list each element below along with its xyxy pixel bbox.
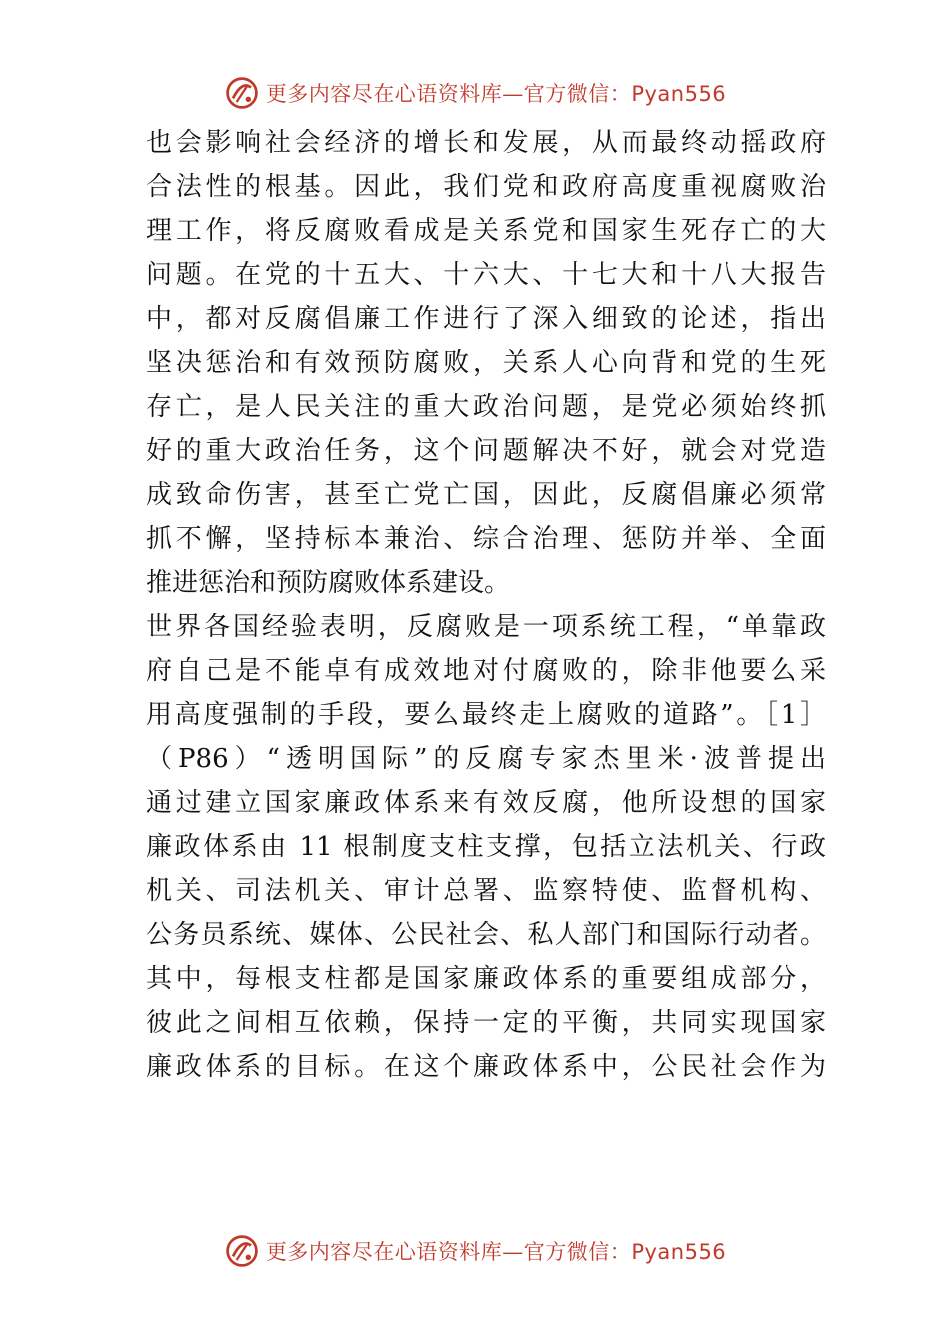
text-line: 府自己是不能卓有成效地对付腐败的，除非他要么采 <box>146 656 826 686</box>
text-line: 好的重大政治任务，这个问题解决不好，就会对党造 <box>146 436 826 466</box>
text-line: 成致命伤害，甚至亡党亡国，因此，反腐倡廉必须常 <box>146 480 826 510</box>
paragraph-1 <box>146 121 826 605</box>
logo-icon <box>224 75 260 111</box>
paragraph-2 <box>146 605 826 1089</box>
header-banner <box>0 70 950 116</box>
text-line: 用高度强制的手段，要么最终走上腐败的道路”。［1］ <box>146 700 826 730</box>
text-line: 推进惩治和预防腐败体系建设。 <box>146 568 511 598</box>
text-line: 存亡，是人民关注的重大政治问题，是党必须始终抓 <box>146 392 826 422</box>
banner-label: 更多内容尽在心语资料库—官方微信： <box>265 82 632 106</box>
banner-text <box>266 78 726 108</box>
footer-banner <box>0 1228 950 1274</box>
banner-text <box>266 1236 726 1266</box>
text-line: 其中，每根支柱都是国家廉政体系的重要组成部分， <box>146 964 826 994</box>
text-line: 世界各国经验表明，反腐败是一项系统工程，“单靠政 <box>146 612 826 642</box>
text-line: 通过建立国家廉政体系来有效反腐，他所设想的国家 <box>146 788 826 818</box>
text-line: 彼此之间相互依赖，保持一定的平衡，共同实现国家 <box>146 1008 826 1038</box>
banner-account: Pyan556 <box>631 1240 727 1264</box>
text-line: 合法性的根基。因此，我们党和政府高度重视腐败治 <box>146 172 826 202</box>
text-line: 也会影响社会经济的增长和发展，从而最终动摇政府 <box>146 128 826 158</box>
text-line: （P86）“透明国际”的反腐专家杰里米·波普提出 <box>146 744 826 774</box>
text-line: 抓不懈，坚持标本兼治、综合治理、惩防并举、全面 <box>146 524 826 554</box>
banner-label: 更多内容尽在心语资料库—官方微信： <box>265 1240 632 1264</box>
text-line: 机关、司法机关、审计总署、监察特使、监督机构、 <box>146 876 826 906</box>
text-line: 问题。在党的十五大、十六大、十七大和十八大报告 <box>146 260 826 290</box>
document-body <box>146 121 826 1089</box>
logo-icon <box>224 1233 260 1269</box>
banner-account: Pyan556 <box>631 82 727 106</box>
text-line: 公务员系统、媒体、公民社会、私人部门和国际行动者。 <box>146 920 826 950</box>
text-line: 坚决惩治和有效预防腐败，关系人心向背和党的生死 <box>146 348 826 378</box>
text-line: 廉政体系的目标。在这个廉政体系中，公民社会作为 <box>146 1052 826 1082</box>
text-line: 中，都对反腐倡廉工作进行了深入细致的论述，指出 <box>146 304 826 334</box>
text-line: 理工作，将反腐败看成是关系党和国家生死存亡的大 <box>146 216 826 246</box>
text-line: 廉政体系由 11 根制度支柱支撑，包括立法机关、行政 <box>146 832 826 862</box>
